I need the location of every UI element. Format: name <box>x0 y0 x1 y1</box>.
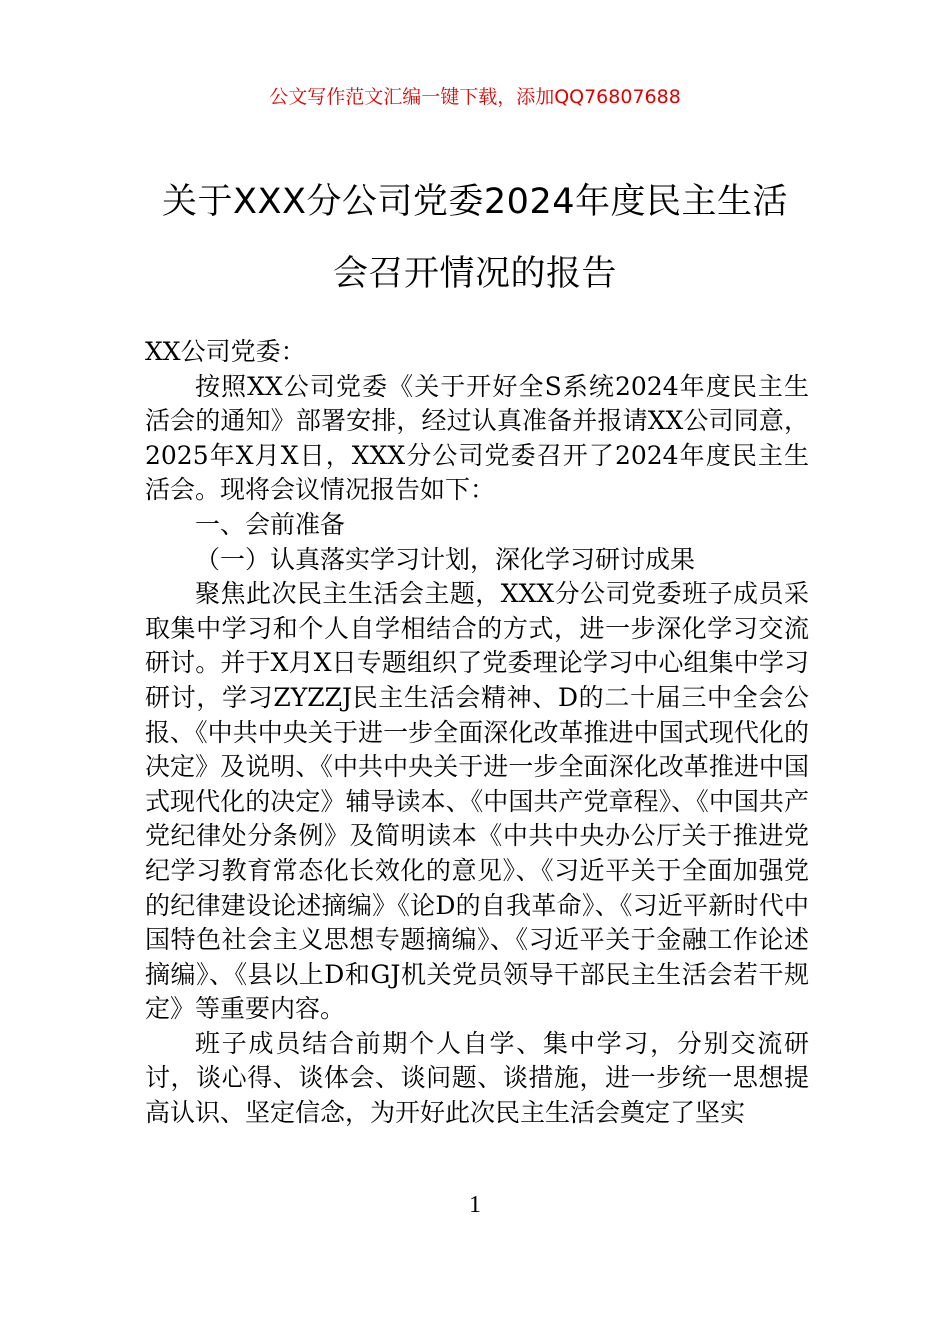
title-line-1: 关于XXX分公司党委2024年度民主生活 <box>161 182 788 222</box>
page-number: 1 <box>469 1192 481 1218</box>
salutation: XX公司党委： <box>145 337 306 366</box>
document-title <box>130 166 820 310</box>
title-line-2: 会召开情况的报告 <box>332 254 617 294</box>
subsection-heading: （一）认真落实学习计划，深化学习研讨成果 <box>195 544 696 574</box>
discussion-paragraph: 班子成员结合前期个人自学、集中学习，分别交流研讨，谈心得、谈体会、谈问题、谈措施，进一步统一思想提高认识、坚定信念，为开好此次民主生活会奠定了坚实 <box>145 1028 809 1128</box>
section-heading: 一、会前准备 <box>195 509 346 539</box>
document-body <box>145 335 809 1131</box>
study-paragraph: 聚焦此次民主生活会主题，XXX分公司党委班子成员采取集中学习和个人自学相结合的方式，进一步深化学习交流研讨。并于X月X日专题组织了党委理论学习中心组集中学习研讨，学习ZYZZJ民主生活会精神、D的二十届三中全会公报、《中共中央关于进一步全面深化改革推进中国式现代化的决定》及说明、《中共中央关于进一步全面深化改革推进中国式现代化的决定》辅导读本、《中国共产党章程》、《中国共产党纪律处分条例》及简明读本《中共中央办公厅关于推进党纪学习教育常态化长效化的意见》、《习近平关于全面加强党的纪律建设论述摘编》《论D的自我革命》、《习近平新时代中国特色社会主义思想专题摘编》、《习近平关于金融工作论述摘编》、《县以上D和GJ机关党员领导干部民主生活会若干规定》等重要内容。 <box>145 579 809 1024</box>
intro-paragraph: 按照XX公司党委《关于开好全S系统2024年度民主生活会的通知》部署安排，经过认真准备并报请XX公司同意，2025年X月X日，XXX分公司党委召开了2024年度民主生活会。现将会议情况报告如下： <box>145 371 809 505</box>
download-banner: 公文写作范文汇编一键下载，添加QQ76807688 <box>269 86 681 108</box>
